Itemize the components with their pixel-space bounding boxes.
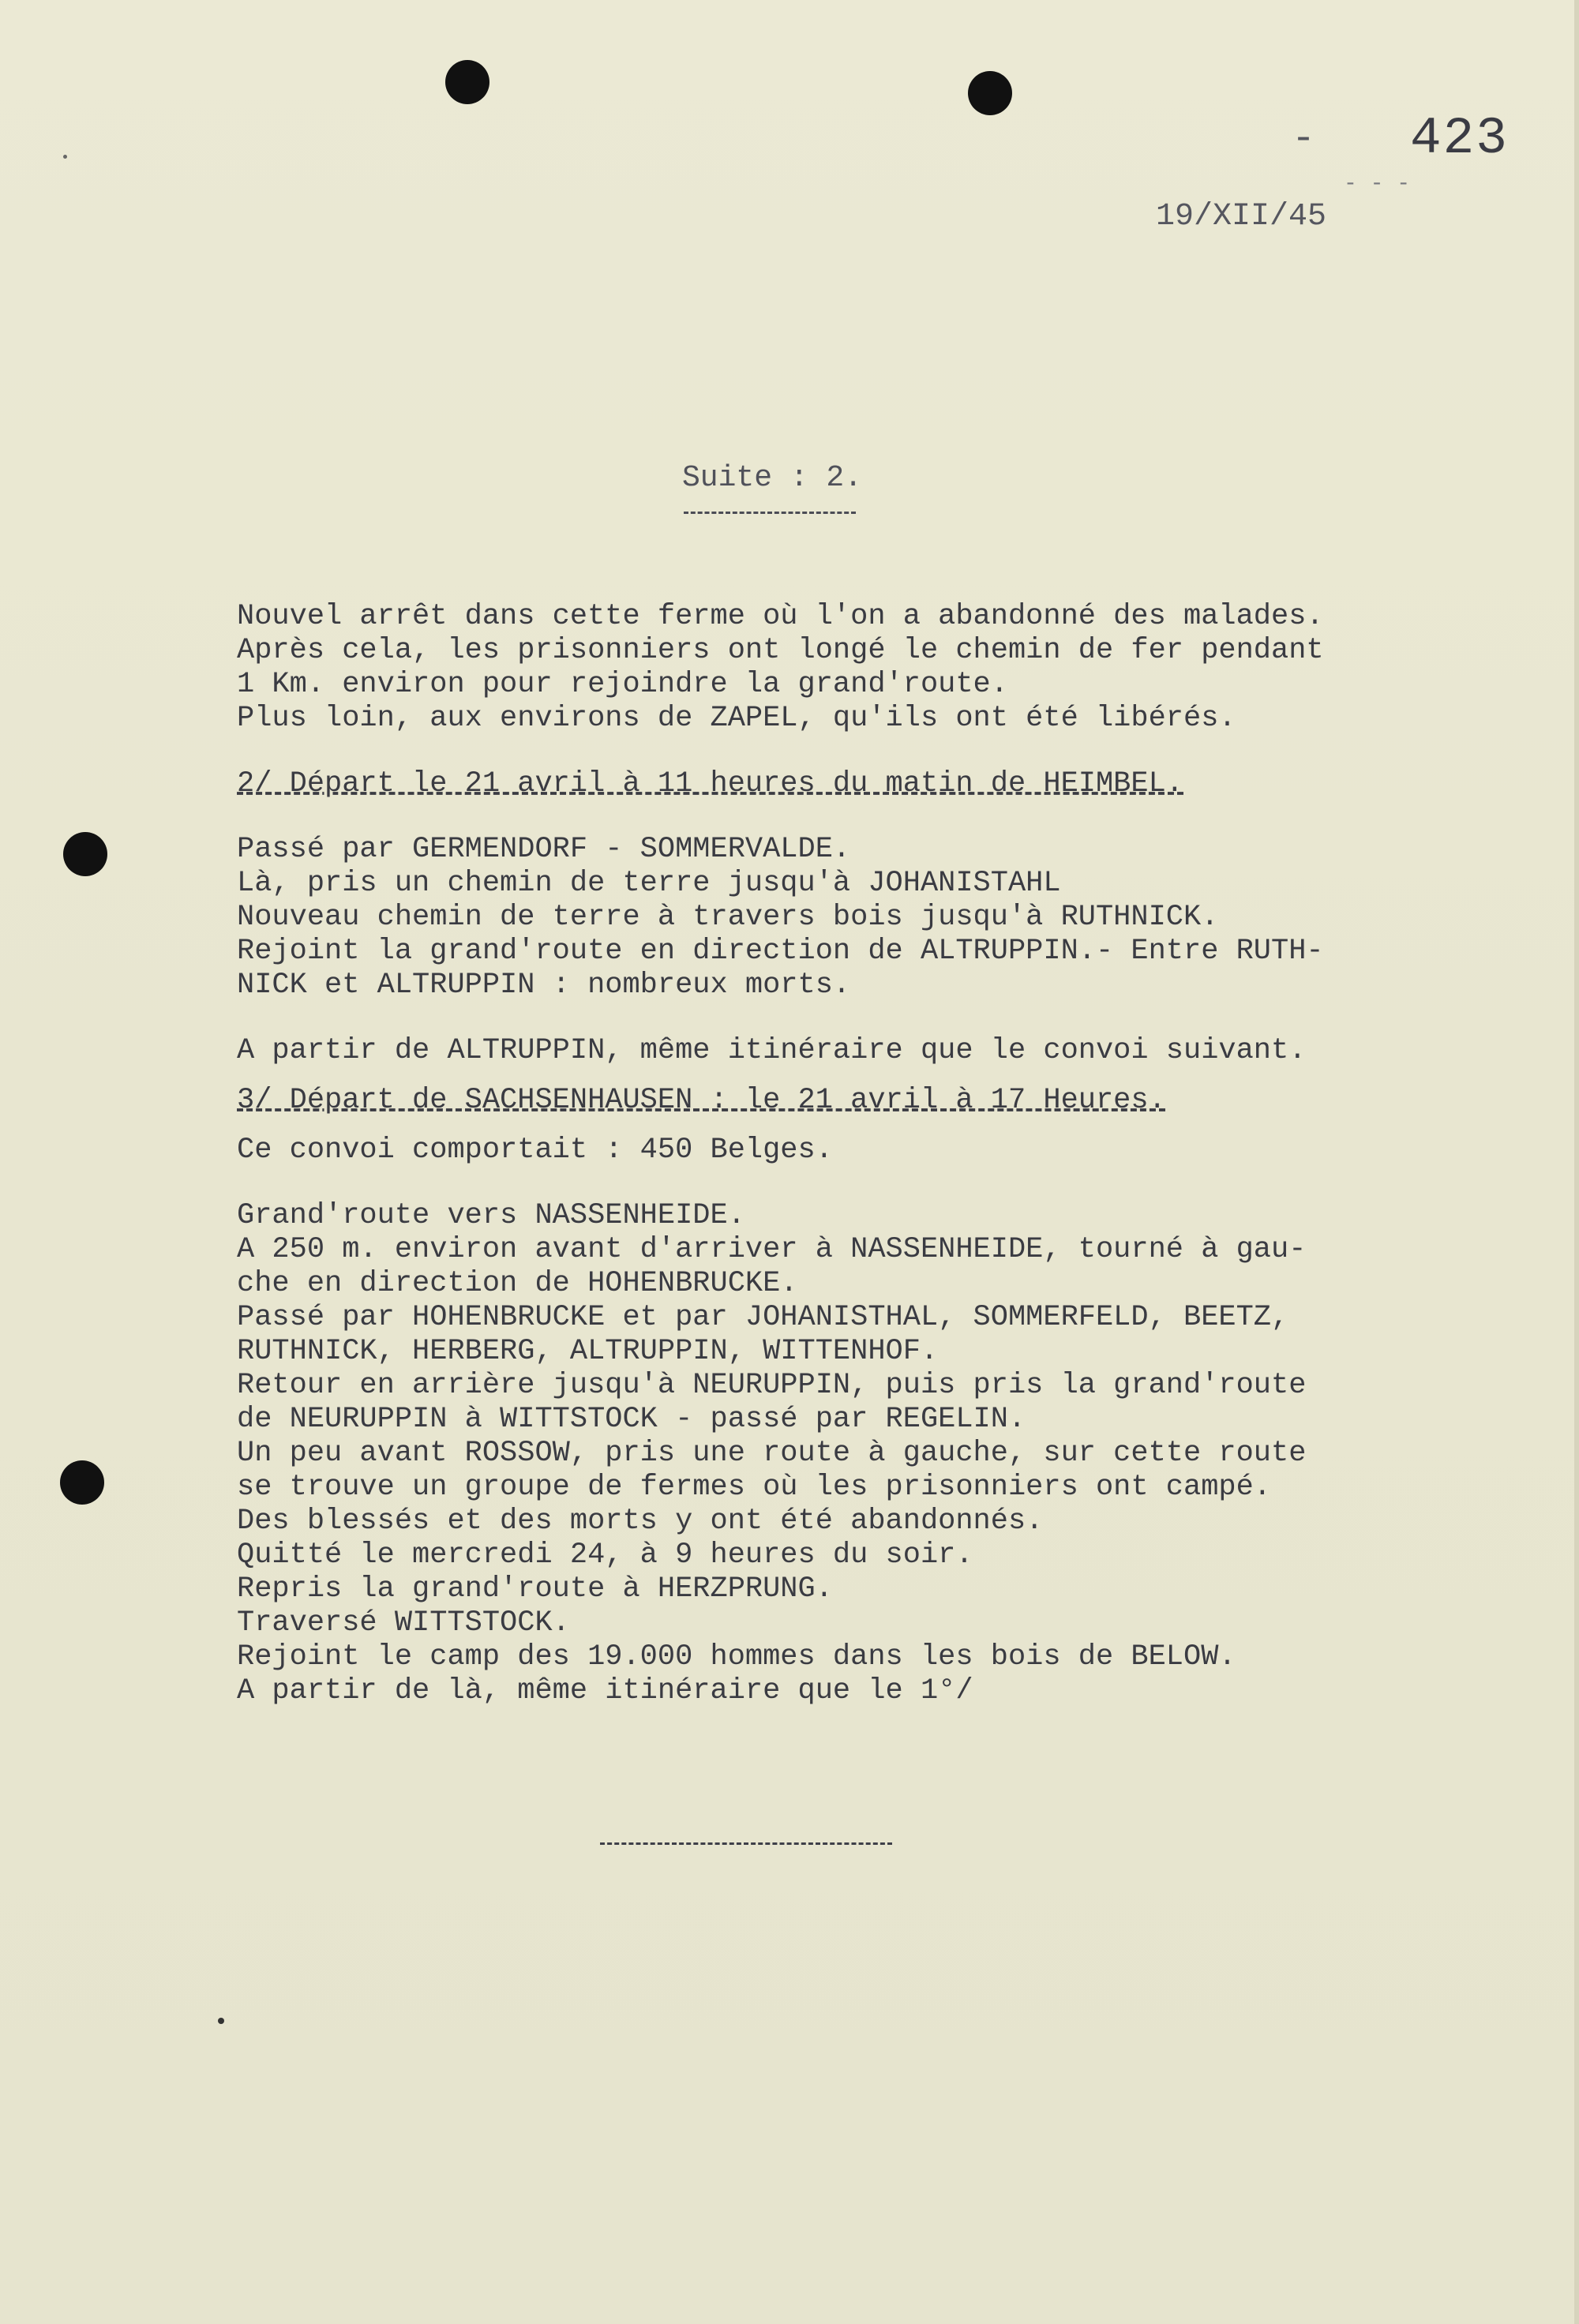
text-line: Nouvel arrêt dans cette ferme où l'on a abandonné des malades.: [237, 600, 1324, 633]
punch-hole: [445, 60, 489, 104]
text-line: Rejoint la grand'route en direction de ALTRUPPIN.- Entre RUTH-: [237, 935, 1324, 968]
text-line: Passé par GERMENDORF - SOMMERVALDE.: [237, 833, 851, 866]
ink-speck: [63, 155, 67, 159]
text-line: Des blessés et des morts y ont été abandonnés.: [237, 1505, 1044, 1538]
text-line: Passé par HOHENBRUCKE et par JOHANISTHAL, SOMMERFELD, BEETZ,: [237, 1301, 1289, 1334]
document-date: 19/XII/45: [1156, 199, 1327, 234]
text-line: Rejoint le camp des 19.000 hommes dans les bois de BELOW.: [237, 1640, 1236, 1674]
document-body: [237, 600, 1468, 1708]
text-line: che en direction de HOHENBRUCKE.: [237, 1267, 798, 1300]
text-line: Plus loin, aux environs de ZAPEL, qu'ils ont été libérés.: [237, 702, 1236, 735]
text-line: Grand'route vers NASSENHEIDE.: [237, 1199, 745, 1232]
punch-hole: [63, 832, 107, 876]
text-line: NICK et ALTRUPPIN : nombreux morts.: [237, 969, 851, 1002]
text-line: Après cela, les prisonniers ont longé le chemin de fer pendant: [237, 634, 1324, 667]
text-line: Retour en arrière jusqu'à NEURUPPIN, puis pris la grand'route: [237, 1369, 1307, 1402]
page-number-dots: - - -: [1344, 172, 1411, 197]
text-line: Un peu avant ROSSOW, pris une route à gauche, sur cette route: [237, 1437, 1307, 1470]
text-line: Traversé WITTSTOCK.: [237, 1606, 570, 1640]
punch-hole: [60, 1460, 104, 1505]
text-line: se trouve un groupe de fermes où les prisonniers ont campé.: [237, 1471, 1272, 1504]
text-line: de NEURUPPIN à WITTSTOCK - passé par REGELIN.: [237, 1403, 1026, 1436]
text-line: 1 Km. environ pour rejoindre la grand'route.: [237, 668, 1008, 701]
page-edge: [1574, 0, 1579, 2324]
punch-hole: [968, 71, 1012, 115]
text-line: Là, pris un chemin de terre jusqu'à JOHANISTAHL: [237, 867, 1061, 900]
page-number: 423: [1410, 109, 1509, 168]
closing-rule: [600, 1842, 892, 1845]
text-line: A partir de ALTRUPPIN, même itinéraire que le convoi suivant.: [237, 1034, 1307, 1067]
text-line: Nouveau chemin de terre à travers bois jusqu'à RUTHNICK.: [237, 901, 1219, 934]
ink-speck: [218, 2018, 224, 2024]
section-title: Suite : 2.: [682, 461, 863, 495]
text-line: Repris la grand'route à HERZPRUNG.: [237, 1572, 833, 1606]
text-line: A 250 m. environ avant d'arriver à NASSENHEIDE, tourné à gau-: [237, 1233, 1307, 1266]
text-line: A partir de là, même itinéraire que le 1°/: [237, 1674, 973, 1707]
page-dash-mark: -: [1292, 117, 1316, 162]
section-heading-2: 2/ Départ le 21 avril à 11 heures du matin de HEIMBEL.: [237, 767, 1183, 800]
section-heading-3: 3/ Départ de SACHSENHAUSEN : le 21 avril à 17 Heures.: [237, 1084, 1166, 1117]
text-line: RUTHNICK, HERBERG, ALTRUPPIN, WITTENHOF.: [237, 1335, 939, 1368]
title-underline: [684, 512, 856, 514]
text-line: Ce convoi comportait : 450 Belges.: [237, 1134, 833, 1167]
text-line: Quitté le mercredi 24, à 9 heures du soir.: [237, 1539, 973, 1572]
